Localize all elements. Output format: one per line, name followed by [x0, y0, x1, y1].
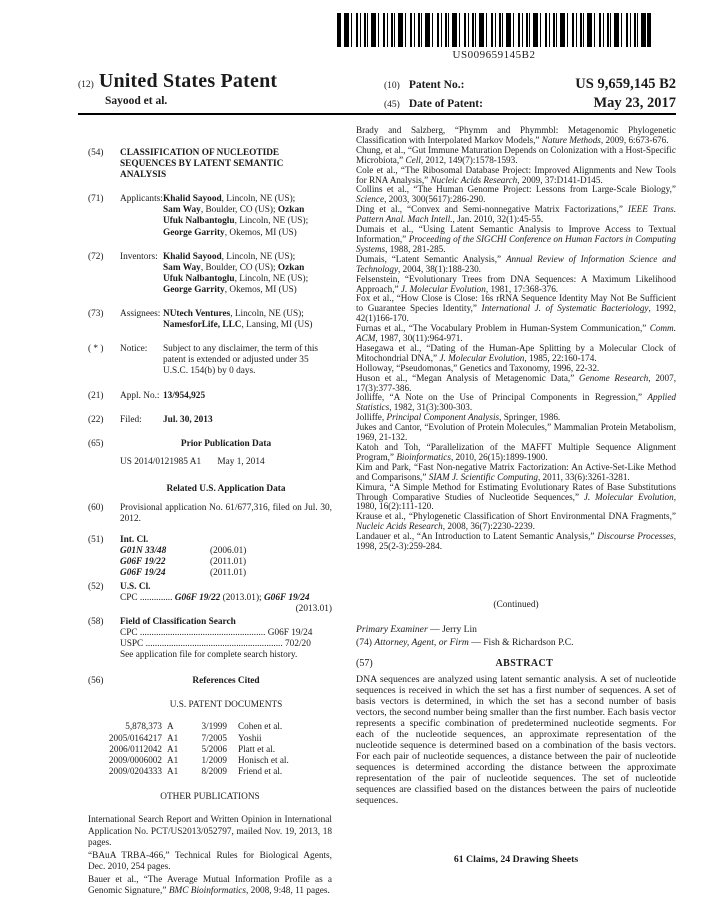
biblio-text: CLASSIFICATION OF NUCLEOTIDE: [120, 148, 280, 158]
biblio-line: [88, 415, 332, 426]
biblio-text: (2013.01): [295, 603, 332, 614]
biblio-text: G06F 19/22 (2011.01): [120, 557, 247, 568]
inid-code: [88, 457, 120, 468]
header-right: [384, 76, 676, 114]
biblio-line: [88, 274, 332, 285]
inid-code: [88, 593, 120, 604]
continued-note: (Continued): [493, 600, 539, 610]
header-divider: [78, 113, 676, 115]
reference-item: Jolliffe, Principal Component Analysis, Springer, 1986.: [356, 412, 561, 423]
inid-code: [88, 604, 120, 615]
biblio-line: [88, 148, 332, 159]
biblio-line: [88, 285, 332, 296]
barcode-text: US009659145B2: [452, 49, 536, 61]
date-of-patent: May 23, 2017: [593, 95, 676, 111]
patent-citation-kind: A1: [167, 743, 179, 754]
inid-10: (10): [384, 81, 400, 91]
biblio-text: U.S.C. 154(b) by 0 days.: [163, 366, 256, 377]
inid-code: [88, 484, 120, 495]
biblio-line: [88, 159, 332, 170]
reference-item: Landauer et al., “An Introduction to Latent Semantic Analysis,” Discourse Processes, 1998, 25(2-3):259-284.: [356, 531, 676, 552]
biblio-line: [88, 320, 332, 331]
document-title: United States Patent: [98, 70, 278, 92]
biblio-text: CPC ...................................................... G06F 19/24: [120, 627, 313, 638]
abstract-text: DNA sequences are analyzed using latent semantic analysis. A set of nucleotide sequences is received in which the set has a first number of sequences. A set of basis vectors is determined, in which the set has a second number of basis vectors, the second number being smaller than the first number. Each basis vector represents a specific combination of predetermined nucleotide segments. For each of the nucleotide sequences, an approximate representation of the nucleotide sequence is determined based on a combination of the basis vectors. For each pair of nucleotide sequences, a distance between the pair of nucleotide sequences is determined according the distance between the approximate representation of the pair of nucleotide sequences. The set of nucleotide sequences are classified based on the distances between the pairs of nucleotide sequences.: [356, 674, 676, 806]
reference-item: Cole et al., “The Ribosomal Database Project: Improved Alignments and New Tools for RNA Analysis,” Nucleic Acids Research, 2009, 37:D141-D145.: [356, 164, 676, 185]
biblio-text: U.S. Cl.: [120, 581, 151, 592]
inid-code: [88, 628, 120, 639]
inid-code: (52): [88, 581, 104, 592]
patent-citation-name: Cohen et al.: [238, 721, 283, 732]
reference-item: Dumais, “Latent Semantic Analysis,” Annual Review of Information Science and Technology, 2004, 38(1):188-230.: [356, 253, 676, 274]
inid-code: [88, 170, 120, 181]
inid-code: (51): [88, 535, 104, 546]
reference-item: Hasegawa et al., “Dating of the Human-Ape Splitting by a Molecular Clock of Mitochondrial DNA,” J. Molecular Evolution, 1985, 22:160-174.: [356, 342, 676, 363]
biblio-text: Ufuk Nalbantoglu, Lincoln, NE (US);: [163, 216, 309, 227]
biblio-line: [88, 484, 332, 495]
biblio-text: CPC .............. G06F 19/22 (2013.01); G06F 19/24: [120, 592, 310, 603]
patent-citation-kind: A1: [167, 732, 179, 743]
biblio-line: [88, 170, 332, 181]
header-left: [78, 70, 348, 107]
inid-code: [88, 366, 120, 377]
biblio-text: Notice: Subject to any disclaimer, the term of this: [120, 344, 319, 355]
patent-citation-date: 8/2009: [201, 766, 227, 777]
inid-code: [88, 557, 120, 568]
right-column: [356, 125, 677, 865]
biblio-line: [88, 593, 332, 604]
biblio-text: ANALYSIS: [120, 170, 167, 181]
patent-citation-date: 1/2009: [201, 754, 227, 765]
biblio-line: [88, 676, 332, 687]
patent-citation-number: 2009/0204333: [108, 766, 162, 777]
biblio-text: George Garrity, Okemos, MI (US): [163, 284, 297, 295]
biblio-text: Provisional application No. 61/677,316, filed on Jul. 30, 2012.: [120, 502, 332, 525]
publication-line: International Search Report and Written Opinion in International Application No. PCT/US2013/052797, mailed Nov. 19, 2013, 18 pages.: [88, 815, 332, 848]
biblio-line: [88, 216, 332, 227]
reference-item: Brady and Salzberg, “Phymm and Phymmbl: Metagenomic Phylogenetic Classification with Interpolated Markov Models,” Nature Methods, 2009, 6:673-676.: [356, 125, 676, 145]
biblio-text: Prior Publication Data: [180, 438, 272, 449]
biblio-line: [88, 194, 332, 205]
reference-item: Krause et al., “Phylogenetic Classification of Short Environmental DNA Fragments,” Nucleic Acids Research, 2008, 36(7):2230-2239.: [356, 511, 676, 532]
inid-code: [88, 568, 120, 579]
biblio-line: [88, 568, 332, 579]
inid-code: [88, 355, 120, 366]
biblio-text: Applicants:Khalid Sayood, Lincoln, NE (US);: [120, 194, 296, 205]
biblio-line: [88, 557, 332, 568]
us-patent-documents-table: [88, 721, 332, 777]
biblio-line: [88, 263, 332, 274]
inid-code: (71): [88, 194, 104, 205]
biblio-line: [88, 252, 332, 263]
abstract-header: [356, 658, 676, 669]
inid-code: (22): [88, 414, 104, 425]
patent-citation-row: [88, 766, 332, 777]
publication-line: “BAuA TRBA-466,” Technical Rules for Biological Agents, Dec. 2010, 254 pages.: [88, 850, 332, 872]
inid-code: (56): [88, 676, 104, 687]
inid-code: [88, 274, 120, 285]
patent-citation-name: Honisch et al.: [238, 754, 289, 765]
reference-item: Dumais et al., “Using Latent Semantic Analysis to Improve Access to Textual Information,” Proceeding of the SIGCHI Conference on Human Factors in Computing Systems, 1988, 281-285.: [356, 224, 676, 254]
reference-item: Ding et al., “Convex and Semi-nonnegative Matrix Factorizations,” IEEE Trans. Pattern Anal. Mach Intell., Jan. 2010, 32(1):45-55.: [356, 204, 676, 225]
patent-citation-row: [88, 755, 332, 766]
bibliographic-section: [88, 148, 332, 711]
biblio-text: USPC ........................................................... 702/20: [120, 639, 311, 649]
patent-citation-row: [88, 733, 332, 744]
abstract-title: ABSTRACT: [495, 658, 554, 669]
biblio-text: patent is extended or adjusted under 35: [163, 355, 309, 366]
inid-code: [88, 159, 120, 170]
biblio-text: U.S. PATENT DOCUMENTS: [169, 700, 283, 711]
patent-citation-number: 5,878,373: [125, 721, 162, 732]
biblio-line: [88, 439, 332, 450]
patent-citation-row: [88, 744, 332, 755]
patent-citation-row: [88, 721, 332, 732]
biblio-line: [88, 355, 332, 366]
biblio-text: G01N 33/48 (2006.01): [120, 546, 247, 557]
biblio-text: Inventors: Khalid Sayood, Lincoln, NE (US);: [120, 251, 296, 262]
biblio-text: See application file for complete search history.: [120, 650, 298, 661]
left-column: [88, 148, 332, 897]
biblio-line: [88, 617, 332, 628]
reference-item: Katoh and Toh, “Parallelization of the MAFFT Multiple Sequence Alignment Program,” Bioinformatics, 2010, 26(15):1899-1900.: [356, 442, 676, 462]
patent-citation-name: Platt et al.: [238, 743, 275, 754]
biblio-line: [88, 503, 332, 525]
patent-number: US 9,659,145 B2: [575, 76, 676, 92]
inid-code: [88, 216, 120, 227]
patent-citation-date: 5/2006: [201, 743, 227, 754]
reference-item: Felsenstein, “Evolutionary Trees from DNA Sequences: A Maximum Likelihood Approach,” J. Molecular Evolution, 1981, 17:368-376.: [356, 273, 676, 294]
inid-57: (57): [356, 658, 373, 669]
patent-no-label: Patent No.:: [408, 79, 465, 91]
biblio-line: [88, 604, 332, 615]
biblio-line: [88, 535, 332, 546]
reference-item: Fox et al., “How Close is Close: 16s rRNA Sequence Identity May Not Be Sufficient to Guarantee Species Identity,” International J. of Systematic Bacteriology, 1992, 42(1)166-170.: [356, 293, 677, 324]
reference-item: Furnas et al., “The Vocabulary Problem in Human-System Communication,” Comm. ACM, 1987, 30(11):964-971.: [356, 323, 676, 344]
inid-code: [88, 639, 120, 650]
inid-code: ( * ): [88, 344, 104, 355]
inid-code: (21): [88, 390, 104, 401]
primary-examiner-line: Primary Examiner — Jerry Lin: [356, 624, 477, 635]
reference-item: Kimura, “A Simple Method for Estimating Evolutionary Rates of Base Substitutions Through Comparative Studies of Nucleotide Sequences,” J. Molecular Evolution, 1980, 16(2):111-120.: [356, 481, 676, 512]
inid-code: (58): [88, 616, 104, 627]
reference-item: Huson et al., “Megan Analysis of Metagenomic Data,” Genome Research, 2007, 17(3):377-386.: [356, 372, 676, 393]
examiner-block: [356, 624, 676, 649]
reference-item: Kim and Park, “Fast Non-negative Matrix Factorization: An Active-Set-Like Method and Comparisons,” SIAM J. Scientific Computing, 2011, 33(6):3261-3281.: [356, 461, 676, 482]
inid-code: (73): [88, 309, 104, 320]
patent-citation-date: 7/2005: [201, 732, 227, 743]
inid-code: (72): [88, 251, 104, 262]
attorney-line: (74) Attorney, Agent, or Firm — Fish & Richardson P.C.: [356, 636, 574, 648]
biblio-line: [88, 639, 332, 650]
patent-citation-name: Friend et al.: [238, 766, 283, 777]
patent-citation-number: 2006/0112042: [109, 743, 162, 754]
biblio-line: [88, 344, 332, 355]
biblio-text: References Cited: [192, 676, 260, 687]
inid-code: [88, 263, 120, 274]
patent-citation-kind: A1: [167, 766, 179, 777]
inid-code: (54): [88, 148, 104, 158]
biblio-text: Sam Way, Boulder, CO (US); Ozkan: [163, 262, 305, 273]
inid-code: (60): [88, 502, 104, 513]
biblio-line: [88, 228, 332, 239]
biblio-line: [88, 366, 332, 377]
biblio-text: Filed: Jul. 30, 2013: [120, 414, 213, 425]
references-list: [356, 126, 676, 552]
inid-code: [88, 650, 120, 661]
biblio-line: [88, 628, 332, 639]
patent-citation-kind: A: [167, 721, 174, 732]
biblio-text: George Garrity, Okemos, MI (US): [163, 227, 297, 238]
biblio-line: [88, 457, 332, 468]
reference-item: Jolliffe, “A Note on the Use of Principal Components in Regression,” Applied Statistics, 1982, 31(3):300-303.: [356, 392, 676, 413]
reference-item: Holloway, “Pseudomonas,” Genetics and Taxonomy, 1996, 22-32.: [356, 362, 600, 373]
biblio-line: [88, 205, 332, 216]
patent-citation-number: 2005/0164217: [108, 732, 162, 743]
patent-citation-kind: A1: [167, 754, 179, 765]
biblio-line: [88, 546, 332, 557]
biblio-text: US 2014/0121985 A1 May 1, 2014: [120, 456, 265, 467]
inid-12: (12): [78, 80, 94, 90]
biblio-line: [88, 700, 332, 711]
reference-item: Chung, et al., “Gut Immune Maturation Depends on Colonization with a Host-Specific Microbiota,” Cell, 2012, 149(7):1578-1593.: [356, 144, 676, 165]
biblio-line: [88, 309, 332, 320]
reference-item: Jukes and Cantor, “Evolution of Protein Molecules,” Mammalian Protein Metabolism, 1969, 21-132.: [356, 422, 676, 443]
other-publications-section: [88, 792, 332, 897]
biblio-text: G06F 19/24 (2011.01): [120, 568, 247, 579]
biblio-line: [88, 650, 332, 661]
publication-line: Bauer et al., “The Average Mutual Information Profile as a Genomic Signature,” BMC Bioinformatics, 2008, 9:48, 11 pages.: [88, 874, 332, 897]
inid-code: [88, 205, 120, 216]
patent-citation-date: 3/1999: [201, 721, 227, 732]
biblio-line: [88, 582, 332, 593]
inid-code: [88, 700, 120, 711]
inid-code: [88, 546, 120, 557]
biblio-text: Int. Cl.: [120, 535, 149, 546]
inid-code: (65): [88, 438, 104, 449]
biblio-text: Field of Classification Search: [120, 616, 236, 627]
reference-item: Collins et al., “The Human Genome Project: Lessons from Large-Scale Biology,” Science, 2003, 300(5617):286-290.: [356, 184, 676, 205]
barcode: [337, 13, 651, 47]
inid-code: [88, 228, 120, 239]
publication-line: OTHER PUBLICATIONS: [160, 792, 260, 803]
claims-sheets-line: 61 Claims, 24 Drawing Sheets: [453, 854, 579, 865]
biblio-text: Ufuk Nalbantoglu, Lincoln, NE (US);: [163, 273, 309, 284]
biblio-line: [88, 391, 332, 402]
patent-citation-number: 2009/0006002: [108, 754, 162, 765]
date-of-patent-label: Date of Patent:: [408, 98, 483, 110]
patent-citation-name: Yoshii: [238, 732, 262, 743]
inid-45: (45): [384, 100, 400, 110]
inid-code: [88, 285, 120, 296]
biblio-text: Sam Way, Boulder, CO (US); Ozkan: [163, 205, 305, 216]
biblio-text: Related U.S. Application Data: [166, 483, 286, 494]
biblio-text: NamesforLife, LLC, Lansing, MI (US): [163, 320, 313, 331]
biblio-text: Assignees: NUtech Ventures, Lincoln, NE (US);: [120, 309, 304, 320]
biblio-text: Appl. No.: 13/954,925: [120, 390, 206, 401]
biblio-text: SEQUENCES BY LATENT SEMANTIC: [120, 159, 284, 170]
inid-code: [88, 320, 120, 331]
first-named-inventor: Sayood et al.: [105, 95, 168, 107]
